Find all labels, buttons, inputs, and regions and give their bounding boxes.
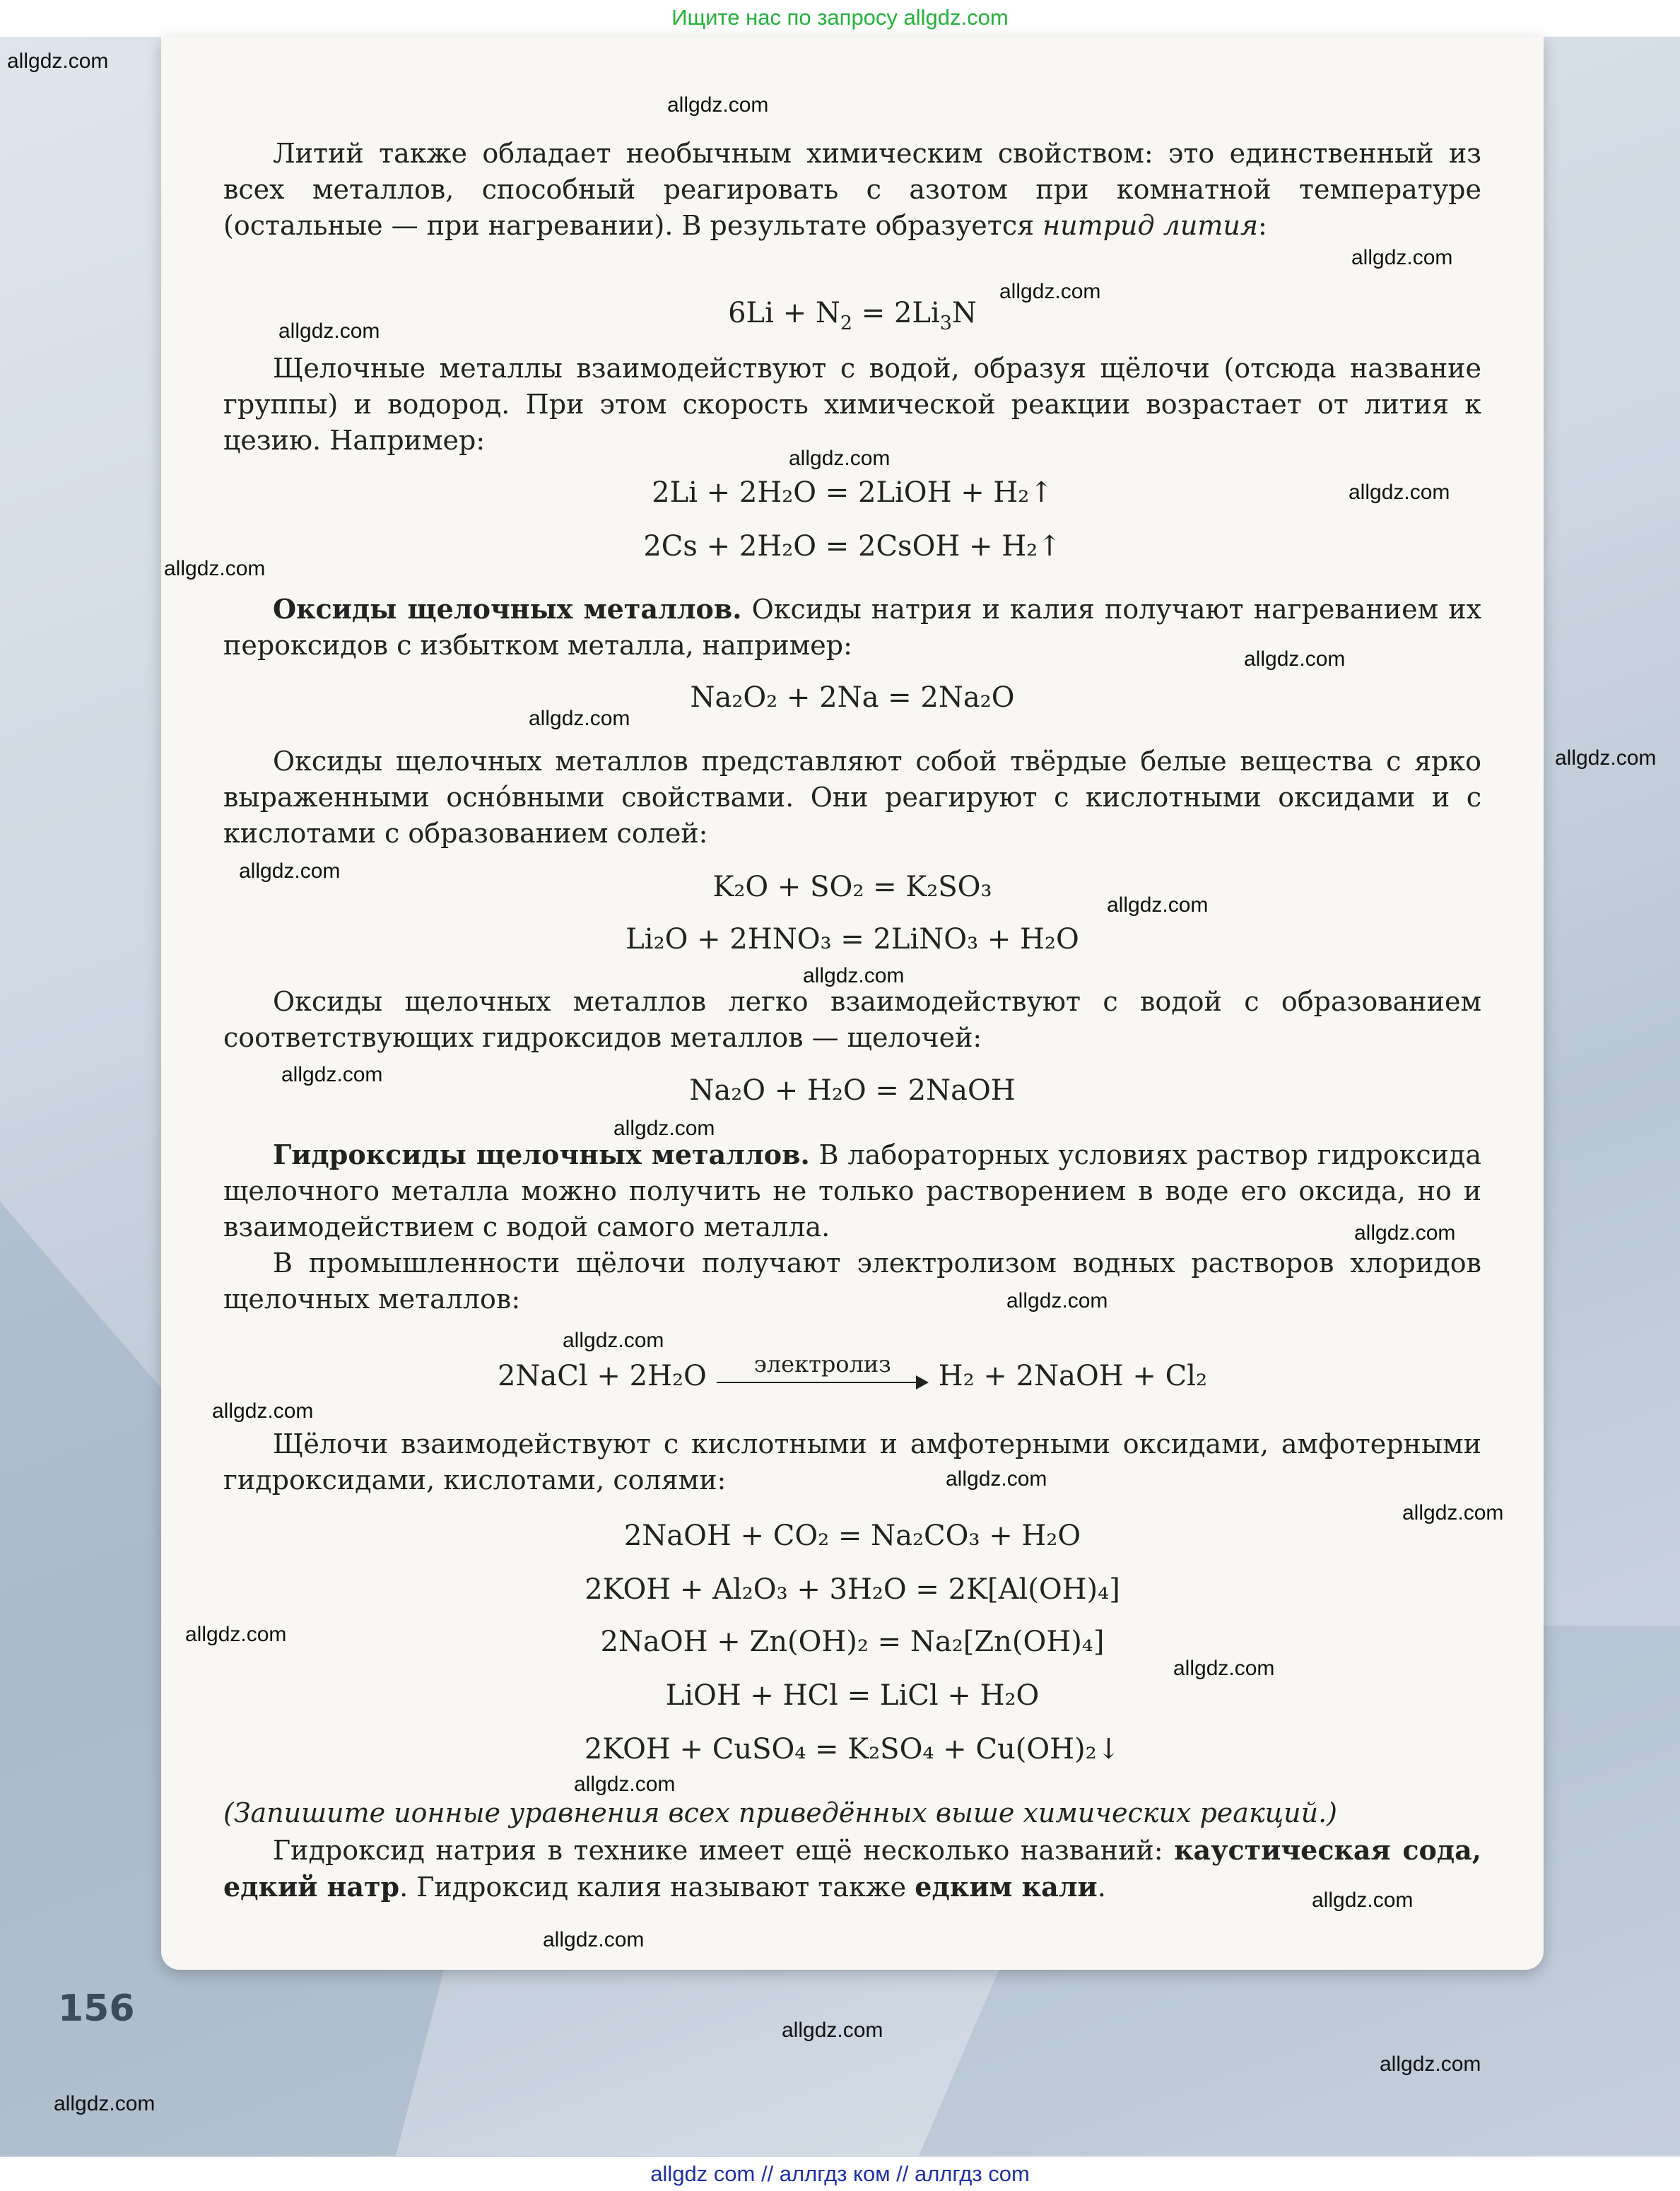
watermark: allgdz.com (7, 49, 109, 73)
watermark: allgdz.com (563, 1329, 664, 1352)
paragraph-oxide-properties: Оксиды щелочных металлов представляют собой твёрдые белые вещества с ярко выраженными осно́вными свойствами. Они реагируют с кислотными оксидами и с кислотами с образованием солей: (223, 746, 1481, 849)
top-banner: Ищите нас по запросу allgdz.com (0, 0, 1680, 37)
watermark: allgdz.com (667, 93, 769, 117)
watermark: allgdz.com (1173, 1657, 1275, 1680)
paragraph-water-reaction: Щелочные металлы взаимодействуют с водой, образуя щёлочи (отсюда название группы) и водород. При этом скорость химической реакции возрастает от лития к цезию. Например: (223, 353, 1481, 456)
equation-naoh-znoh2: 2NaOH + Zn(OH)₂ = Na₂[Zn(OH)₄] (600, 1626, 1105, 1658)
watermark: allgdz.com (1402, 1501, 1504, 1525)
watermark: allgdz.com (782, 2019, 883, 2042)
equation-li-water: 2Li + 2H₂O = 2LiOH + H₂↑ (652, 476, 1053, 509)
paragraph-electrolysis: В промышленности щёлочи получают электролизом водных растворов хлоридов щелочных металлов: (223, 1247, 1481, 1315)
watermark: allgdz.com (1380, 2052, 1481, 2076)
equation-li-n2: $6Li + N_2 = 2Li_3N$ (728, 297, 977, 334)
watermark: allgdz.com (789, 447, 891, 470)
watermark: allgdz.com (1244, 647, 1346, 671)
equation-na2o2: Na₂O₂ + 2Na = 2Na₂O (690, 681, 1015, 714)
watermark: allgdz.com (1312, 1889, 1414, 1912)
equation-cs-water: 2Cs + 2H₂O = 2CsOH + H₂↑ (643, 530, 1062, 563)
paragraph-oxides-water: Оксиды щелочных металлов легко взаимодействуют с водой с образованием соответствующих гидроксидов металлов — щелочей: (223, 986, 1481, 1053)
watermark: allgdz.com (1354, 1221, 1456, 1245)
equation-koh-al2o3: 2KOH + Al₂O₃ + 3H₂O = 2K[Al(OH)₄] (585, 1573, 1120, 1606)
watermark: allgdz.com (278, 319, 380, 343)
watermark: allgdz.com (803, 964, 905, 987)
equation-na2o-water: Na₂O + H₂O = 2NaOH (689, 1074, 1016, 1107)
equation-k2o: K₂O + SO₂ = K₂SO₃ (712, 871, 992, 903)
watermark: allgdz.com (54, 2092, 155, 2115)
watermark: allgdz.com (574, 1773, 676, 1796)
paragraph-lithium: Литий также обладает необычным химическим свойством: это единственный из всех металлов, способный реагировать с азотом при комнатной температуре (остальные — при нагревании). В результате образуется нитрид лития: (223, 138, 1481, 241)
watermark: allgdz.com (239, 859, 341, 883)
paragraph-task: (Запишите ионные уравнения всех приведённых выше химических реакций.) (223, 1797, 1337, 1828)
equation-koh-cuso4: 2KOH + CuSO₄ = K₂SO₄ + Cu(OH)₂↓ (584, 1733, 1121, 1766)
watermark: allgdz.com (1351, 246, 1453, 269)
equation-naoh-co2: 2NaOH + CO₂ = Na₂CO₃ + H₂O (623, 1520, 1081, 1552)
watermark: allgdz.com (1107, 893, 1209, 917)
paragraph-names: Гидроксид натрия в технике имеет ещё несколько названий: каустическая сода, едкий натр. Гидроксид калия называют также едким кали. (223, 1834, 1481, 1903)
equation-electrolysis: 2NaCl + 2H₂O электролиз H₂ + 2NaOH + Cl₂ (223, 1358, 1481, 1396)
watermark: allgdz.com (1349, 481, 1450, 504)
watermark: allgdz.com (281, 1063, 383, 1086)
watermark: allgdz.com (543, 1928, 645, 1951)
equation-lioh-hcl: LiOH + HCl = LiCl + H₂O (665, 1679, 1040, 1712)
page-number: 156 (58, 1987, 135, 2030)
watermark: allgdz.com (185, 1623, 287, 1646)
watermark: allgdz.com (999, 280, 1101, 303)
paragraph-oxides: Оксиды щелочных металлов. Оксиды натрия и калия получают нагреванием их пероксидов с избытком металла, например: (223, 593, 1481, 661)
watermark: allgdz.com (212, 1399, 314, 1423)
reaction-arrow (717, 1351, 929, 1396)
bottom-banner: allgdz com // аллгдз ком // аллгдз com (0, 2157, 1680, 2191)
equation-li2o: Li₂O + 2HNO₃ = 2LiNO₃ + H₂O (625, 923, 1079, 956)
arrow-label: электролиз (753, 1351, 891, 1378)
watermark: allgdz.com (164, 557, 266, 580)
watermark: allgdz.com (1006, 1289, 1108, 1312)
watermark: allgdz.com (1555, 746, 1657, 770)
paragraph-hydroxides: Гидроксиды щелочных металлов. В лабораторных условиях раствор гидроксида щелочного металла можно получить не только растворением в воде его оксида, но и взаимодействием с водой самого металла. (223, 1139, 1481, 1243)
watermark: allgdz.com (946, 1467, 1047, 1491)
paragraph-alkali-reactions: Щёлочи взаимодействуют с кислотными и амфотерными оксидами, амфотерными гидроксидами, кислотами, солями: (223, 1428, 1481, 1496)
watermark: allgdz.com (529, 707, 630, 730)
watermark: allgdz.com (613, 1117, 715, 1140)
